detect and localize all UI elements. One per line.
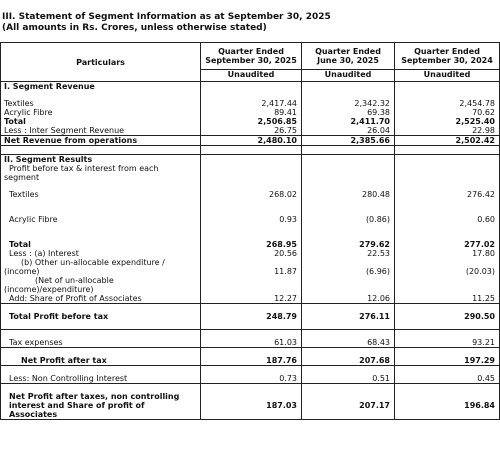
cell-value: 248.79 <box>201 312 302 321</box>
cell-value: 0.93 <box>201 215 302 224</box>
table-row <box>1 258 500 267</box>
cell-value: 17.80 <box>395 249 500 258</box>
table-row <box>1 126 500 136</box>
cell-value: 187.76 <box>201 356 302 366</box>
header-particulars-text: Particulars <box>76 57 125 67</box>
cell-value: 22.98 <box>395 126 500 136</box>
cell-value: 12.06 <box>302 294 395 304</box>
table-row <box>1 164 500 173</box>
table-row <box>1 338 500 348</box>
cell-value: 12.27 <box>201 294 302 304</box>
row-label: Less: Non Controlling Interest <box>1 374 201 384</box>
table-row <box>1 108 500 117</box>
cell-value: 276.42 <box>395 190 500 199</box>
table-row <box>1 374 500 384</box>
heading-line-1: III. Statement of Segment Information as at September 30, 2025 <box>2 12 331 22</box>
cell-value: 268.95 <box>201 240 302 249</box>
segment-table <box>0 42 500 420</box>
header-col3-l2: September 30, 2024 <box>401 56 493 65</box>
table-row <box>1 190 500 199</box>
row-label: (b) Other un-allocable expenditure / <box>1 258 201 267</box>
cell-value: 2,525.40 <box>395 117 500 126</box>
status-col2: Unaudited <box>302 70 395 82</box>
header-col2-l1: Quarter Ended <box>315 47 381 56</box>
cell-value: 2,385.66 <box>302 136 395 146</box>
table-row <box>1 356 500 366</box>
row-label: Less : (a) Interest <box>1 249 201 258</box>
row-label: Acrylic Fibre <box>1 108 201 117</box>
header-col1-l1: Quarter Ended <box>218 47 284 56</box>
cell-value: 26.75 <box>201 126 302 136</box>
cell-value: 93.21 <box>395 338 500 348</box>
row-label: interest and Share of profit of <box>1 401 201 410</box>
cell-value: 276.11 <box>302 312 395 321</box>
row-label: Less : Inter Segment Revenue <box>1 126 201 136</box>
row-label: Net Profit after taxes, non controlling <box>1 392 201 401</box>
cell-value: 22.53 <box>302 249 395 258</box>
cell-value: 20.56 <box>201 249 302 258</box>
cell-value: (6.96) <box>302 267 395 276</box>
row-label: Net Revenue from operations <box>1 136 201 146</box>
section-results-title: II. Segment Results <box>1 155 201 165</box>
row-label: Associates <box>1 410 201 420</box>
cell-value: 68.43 <box>302 338 395 348</box>
table-row <box>1 99 500 108</box>
cell-value: 187.03 <box>201 401 302 410</box>
table-row <box>1 117 500 126</box>
table-row <box>1 392 500 401</box>
cell-value: 2,480.10 <box>201 136 302 146</box>
table-row <box>1 294 500 304</box>
row-label: Total <box>1 117 201 126</box>
row-label: Textiles <box>1 190 201 199</box>
status-col1: Unaudited <box>201 70 302 82</box>
table-row <box>1 285 500 294</box>
header-col3-l1: Quarter Ended <box>414 47 480 56</box>
table-row <box>1 173 500 182</box>
cell-value: 196.84 <box>395 401 500 410</box>
table-row <box>1 215 500 224</box>
table-row <box>1 410 500 420</box>
row-label: Profit before tax & interest from each <box>1 164 201 173</box>
cell-value: 61.03 <box>201 338 302 348</box>
row-label: (income)/expenditure) <box>1 285 201 294</box>
header-particulars <box>1 43 201 82</box>
cell-value: 26.04 <box>302 126 395 136</box>
cell-value: 280.48 <box>302 190 395 199</box>
section-results-row <box>1 155 500 165</box>
cell-value: 2,411.70 <box>302 117 395 126</box>
row-label: Net Profit after tax <box>1 356 201 366</box>
cell-value: 2,417.44 <box>201 99 302 108</box>
cell-value: 207.17 <box>302 401 395 410</box>
cell-value: 2,454.78 <box>395 99 500 108</box>
row-label: Total <box>1 240 201 249</box>
section-revenue-title: I. Segment Revenue <box>1 82 201 92</box>
cell-value: (20.03) <box>395 267 500 276</box>
cell-value: 207.68 <box>302 356 395 366</box>
cell-value: 70.62 <box>395 108 500 117</box>
cell-value: 0.45 <box>395 374 500 384</box>
cell-value: 197.29 <box>395 356 500 366</box>
cell-value: 89.41 <box>201 108 302 117</box>
table-row <box>1 240 500 249</box>
statement-heading <box>2 12 331 34</box>
table-row <box>1 136 500 146</box>
cell-value: 290.50 <box>395 312 500 321</box>
row-label: segment <box>1 173 201 182</box>
row-label: (income) <box>1 267 201 276</box>
table-row <box>1 276 500 285</box>
cell-value: 279.62 <box>302 240 395 249</box>
cell-value: 2,506.85 <box>201 117 302 126</box>
cell-value: (0.86) <box>302 215 395 224</box>
row-label: Textiles <box>1 99 201 108</box>
heading-line-2: (All amounts in Rs. Crores, unless otherwise stated) <box>2 23 267 33</box>
row-label: Add: Share of Profit of Associates <box>1 294 201 304</box>
header-col1-l2: September 30, 2025 <box>205 56 297 65</box>
cell-value: 0.51 <box>302 374 395 384</box>
cell-value: 11.25 <box>395 294 500 304</box>
cell-value: 277.02 <box>395 240 500 249</box>
cell-value: 11.87 <box>201 267 302 276</box>
cell-value: 268.02 <box>201 190 302 199</box>
row-label: Acrylic Fibre <box>1 215 201 224</box>
cell-value: 0.73 <box>201 374 302 384</box>
table-row <box>1 249 500 258</box>
header-row <box>1 43 500 70</box>
section-revenue-row <box>1 82 500 92</box>
row-label: Tax expenses <box>1 338 201 348</box>
table-row <box>1 401 500 410</box>
header-col1 <box>201 43 302 70</box>
header-col2 <box>302 43 395 70</box>
cell-value: 69.38 <box>302 108 395 117</box>
cell-value: 0.60 <box>395 215 500 224</box>
cell-value: 2,502.42 <box>395 136 500 146</box>
table-row <box>1 267 500 276</box>
header-col2-l2: June 30, 2025 <box>317 56 379 65</box>
header-col3 <box>395 43 500 70</box>
status-col3: Unaudited <box>395 70 500 82</box>
cell-value: 2,342.32 <box>302 99 395 108</box>
table-row <box>1 312 500 321</box>
row-label: Total Profit before tax <box>1 312 201 321</box>
row-label: (Net of un-allocable <box>1 276 201 285</box>
